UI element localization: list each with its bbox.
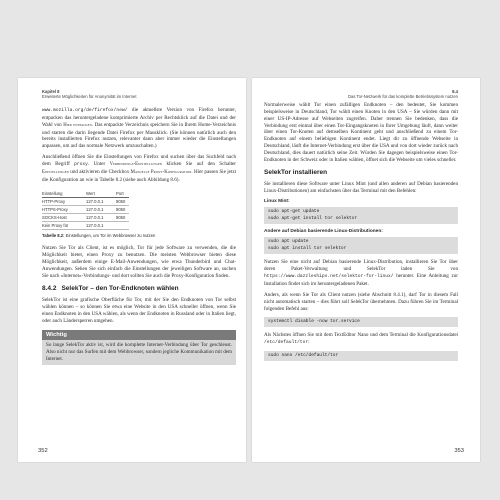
section-number: 8.4.2 bbox=[42, 284, 57, 292]
table-cell: Kein Proxy für bbox=[42, 221, 86, 229]
code-label: Linux Mint: bbox=[264, 198, 290, 204]
page-number: 353 bbox=[454, 448, 464, 454]
code-block bbox=[264, 351, 458, 361]
table-cell: 127.0.0.1 bbox=[86, 197, 116, 205]
table-cell: 9050 bbox=[116, 197, 129, 205]
column-header: Port bbox=[116, 190, 129, 198]
right-page bbox=[252, 78, 480, 462]
proxy-settings-table bbox=[42, 190, 129, 230]
table-row bbox=[42, 197, 129, 205]
code-line: sudo apt install tor selektor bbox=[268, 245, 347, 251]
section-heading bbox=[42, 285, 236, 293]
table-cell bbox=[116, 221, 129, 229]
paragraph: Als Nächstes öffnen Sie mit dem TextEditor Nano und dem Terminal die Konfigurationsdatei /etc/default/tor: bbox=[264, 331, 458, 345]
table-cell: 127.0.0.1 bbox=[86, 221, 116, 229]
code-line: sudo apt update bbox=[268, 239, 309, 245]
table-cell: HTTP-Proxy bbox=[42, 197, 86, 205]
important-note-box bbox=[42, 330, 236, 365]
code-line: systemctl disable -now tor.service bbox=[268, 318, 360, 324]
table-cell: SOCKS-Host bbox=[42, 213, 86, 221]
paragraph: Anders, als wenn Sie Tor als Client nutzen (siehe Abschnitt 8.4.1), darf Tor in diesem Fall nicht automatisch starten – dies führt soll SelekTor übernehmen. Dazu führen Sie im Terminal folgenden Befehl aus: bbox=[264, 291, 458, 312]
paragraph: Anschließend öffnen Sie die Einstellungen von Firefox und suchen über das Suchfeld nach dem Begriff proxy. Unter Verbindungs-Einstellungen klicken Sie auf den Schalter Einstellungen und aktivieren die Checkbox Manuelle Proxy-Konfiguration. Hier passen Sie jetzt die Konfiguration an wie in Tabelle 8.2 (siehe auch Abbildung 8.6). bbox=[42, 154, 236, 183]
note-title: Wichtig bbox=[42, 330, 236, 340]
column-header: Einstellung bbox=[42, 190, 86, 198]
code-line: sudo apt-get install tor selektor bbox=[268, 215, 358, 221]
table-caption: Tabelle 8.2: Einstellungen, um Tor im Webbrowser zu nutzen bbox=[42, 232, 156, 238]
paragraph: Sie installieren diese Software unter Linux Mint (und allen anderen auf Debian basierenden Linux-Distributionen) am einfachsten über das Terminal mit den Befehlen: bbox=[264, 180, 458, 194]
left-page bbox=[18, 78, 246, 462]
note-text: So lange SelekTor aktiv ist, wird die komplette Internet-Verbindung über Tor geschleust. Also nicht nur das Surfen mit dem Webbrowser, sondern jegliche Kommunikation mit dem Internet. bbox=[46, 342, 232, 363]
table-header-row bbox=[42, 190, 129, 198]
column-header: Wert bbox=[86, 190, 116, 198]
code-block bbox=[264, 317, 458, 327]
header-title: Erweiterte Möglichkeiten für Anonymität im Internet bbox=[42, 94, 137, 100]
section-heading: SelekTor installieren bbox=[264, 168, 328, 176]
paragraph: Nutzen Sie Tor als Client, ist es möglich, Tor für jede Software zu verwenden, die die Möglichkeit bietet, einen Proxy zu benutzen. Die meisten Webbrowser bieten diese Möglichkeit, außerdem einige E-Mail-Anwendungen, wie etwa Thunderbird und Chat-Anwendungen. Sehen Sie sich einfach die Einstellungen der jeweiligen Software an, suchen Sie nach »Internet«-Verbindungs- und dort sollten Sie auch die Proxy-Konfiguration finden. bbox=[42, 245, 236, 279]
running-header bbox=[42, 89, 236, 100]
table-cell: 9050 bbox=[116, 213, 129, 221]
header-section-number: 8.4 bbox=[452, 89, 458, 94]
header-chapter: Kapitel 8 bbox=[42, 89, 60, 94]
section-title: SelekTor – den Tor-Endknoten wählen bbox=[61, 284, 179, 292]
paragraph: SelekTor ist eine grafische Oberfläche für Tor, mit der Sie den Endknoten von Tor selbst wählen können – so können Sie etwa eine Website in den USA schneller öffnen, wenn Sie einen Endknoten in den USA wählen, als wenn der Endknoten in Russland oder in Italien liegt, oder auch Ländersperren umgehen. bbox=[42, 296, 236, 324]
code-line: sudo apt-get update bbox=[268, 209, 320, 215]
table-row bbox=[42, 221, 129, 229]
page-number: 352 bbox=[38, 448, 48, 454]
header-title: Das Tor-Netzwerk für das komplette Betriebssystem nutzen bbox=[347, 94, 458, 100]
running-header bbox=[264, 89, 458, 100]
code-label: Andere auf Debian basierende Linux-Distributionen: bbox=[264, 229, 383, 234]
code-block bbox=[264, 237, 458, 254]
paragraph: Normalerweise wählt Tor einen zufälligen Endknoten – den bedeutet, Sie kommen beispielsweise in Deutschland, Tor wählt einen Knoten in den USA – Sie würden dann mit einer US-IP-Adresse auf Webseiten zugreifen. Daher trennen Sie bedenken, dass die Verbindung erst einmal über einen Tor-Eingangsknoten in Ihrer Umgebung läuft, dann weiter über einen Tor-Knoten auf demselben Kontinent geht und anschließend zu einem Tor-Endknoten auf einem beliebigen Kontinent endet. Liegt dir zu öffnende Webseite in Deutschland, läuft die Internet-Verbindung erst über die USA und von dort wieder zurück nach Deutschland, dies dauert natürlich seine Zeit. Würden Sie dagegen beispielsweise einen Tor-Endknoten in der Schweiz oder in Italien wählen, öffnet sich die Webseite um vieles schneller. bbox=[264, 101, 458, 164]
code-line: sudo nano /etc/default/tor bbox=[268, 352, 339, 358]
table-cell: 127.0.0.1 bbox=[86, 213, 116, 221]
paragraph: www.mozilla.org/de/firefox/new/ die aktuellste Version von Firefox herunter, entpacken das heruntergeladene komprimierte Archiv per Rechtsklick auf die Datei und der Wahl von Hier entpacken. Das entpackte Verzeichnis speichern Sie in Ihrem Home-Verzeichnis und starten die darin liegende Datei Firefox per Mausklick. (Sie können natürlich auch den bereits installierten Firefox nutzen, relevanter dann aber immer wieder die Einstellungen anpassen, um auf das normale Netzwerk umzuschalten.) bbox=[42, 106, 237, 150]
url: www.mozilla.org/de/firefox/new/ bbox=[42, 107, 128, 113]
table-cell: HTTPS-Proxy bbox=[42, 205, 86, 213]
table-row bbox=[42, 213, 129, 221]
url: https://www.dazzleships.net/selektor-for-linux/ bbox=[264, 274, 394, 280]
table-cell: 9050 bbox=[116, 205, 129, 213]
table-row bbox=[42, 205, 129, 213]
code-block bbox=[264, 207, 458, 224]
table-cell: 127.0.0.1 bbox=[86, 205, 116, 213]
paragraph: Nutzen Sie eine nicht auf Debian basierende Linux-Distribution, installieren Sie Tor über deren Paket-Verwaltung und SelekTor laden Sie von https://www.dazzleships.net/selektor-for-linux/ herunter. Eine Anleitung zur Installation findet sich im heruntergeladenen Paket. bbox=[264, 259, 458, 287]
